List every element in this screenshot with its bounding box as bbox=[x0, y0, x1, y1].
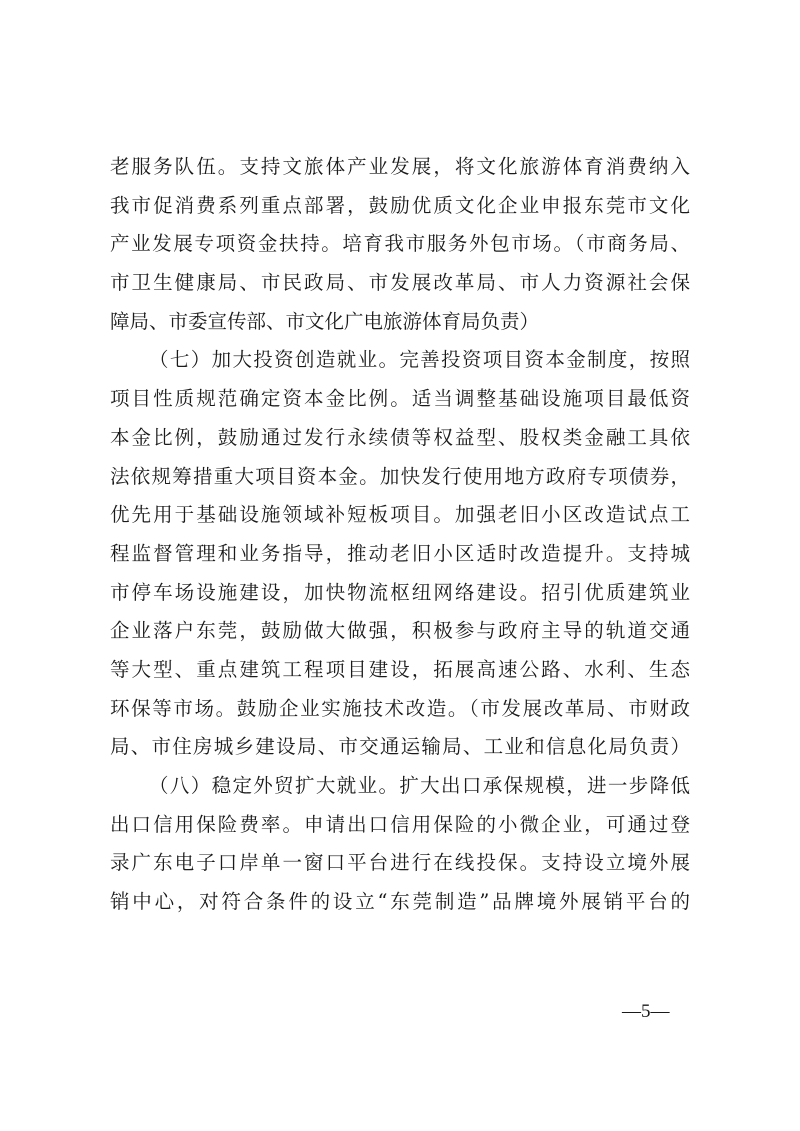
text-line: 企业落户东莞，鼓励做大做强，积极参与政府主导的轨道交通 bbox=[110, 619, 690, 643]
page-number: —5— bbox=[622, 1001, 670, 1022]
text-line: 等大型、重点建筑工程项目建设，拓展高速公路、水利、生态 bbox=[110, 657, 690, 681]
text-line: 市卫生健康局、市民政局、市发展改革局、市人力资源社会保 bbox=[110, 271, 690, 295]
text-line: 程监督管理和业务指导，推动老旧小区适时改造提升。支持城 bbox=[110, 541, 690, 565]
text-line: 出口信用保险费率。申请出口信用保险的小微企业，可通过登 bbox=[110, 812, 690, 836]
body-text bbox=[110, 148, 690, 922]
text-line: 老服务队伍。支持文旅体产业发展，将文化旅游体育消费纳入 bbox=[110, 155, 690, 178]
text-line: 我市促消费系列重点部署，鼓励优质文化企业申报东莞市文化 bbox=[110, 193, 690, 217]
text-line: 环保等市场。鼓励企业实施技术改造。（市发展改革局、市财政 bbox=[110, 696, 690, 720]
text-line: 优先用于基础设施领域补短板项目。加强老旧小区改造试点工 bbox=[110, 503, 690, 527]
text-line: 局、市住房城乡建设局、市交通运输局、工业和信息化局负责） bbox=[110, 735, 690, 759]
section-heading-line: （八）稳定外贸扩大就业。扩大出口承保规模，进一步降低 bbox=[149, 774, 690, 797]
text-line: 障局、市委宣传部、市文化广电旅游体育局负责） bbox=[110, 309, 540, 333]
text-line: 项目性质规范确定资本金比例。适当调整基础设施项目最低资 bbox=[110, 387, 690, 411]
text-line: 市停车场设施建设，加快物流枢纽网络建设。招引优质建筑业 bbox=[110, 580, 690, 604]
text-line: 销中心，对符合条件的设立“东莞制造”品牌境外展销平台的 bbox=[110, 890, 690, 914]
text-line: 本金比例，鼓励通过发行永续债等权益型、股权类金融工具依 bbox=[110, 425, 690, 449]
section-heading-line: （七）加大投资创造就业。完善投资项目资本金制度，按照 bbox=[149, 348, 690, 372]
text-line: 产业发展专项资金扶持。培育我市服务外包市场。（市商务局、 bbox=[110, 232, 690, 256]
text-line: 录广东电子口岸单一窗口平台进行在线投保。支持设立境外展 bbox=[110, 851, 690, 875]
text-line: 法依规筹措重大项目资本金。加快发行使用地方政府专项债券， bbox=[110, 464, 690, 488]
